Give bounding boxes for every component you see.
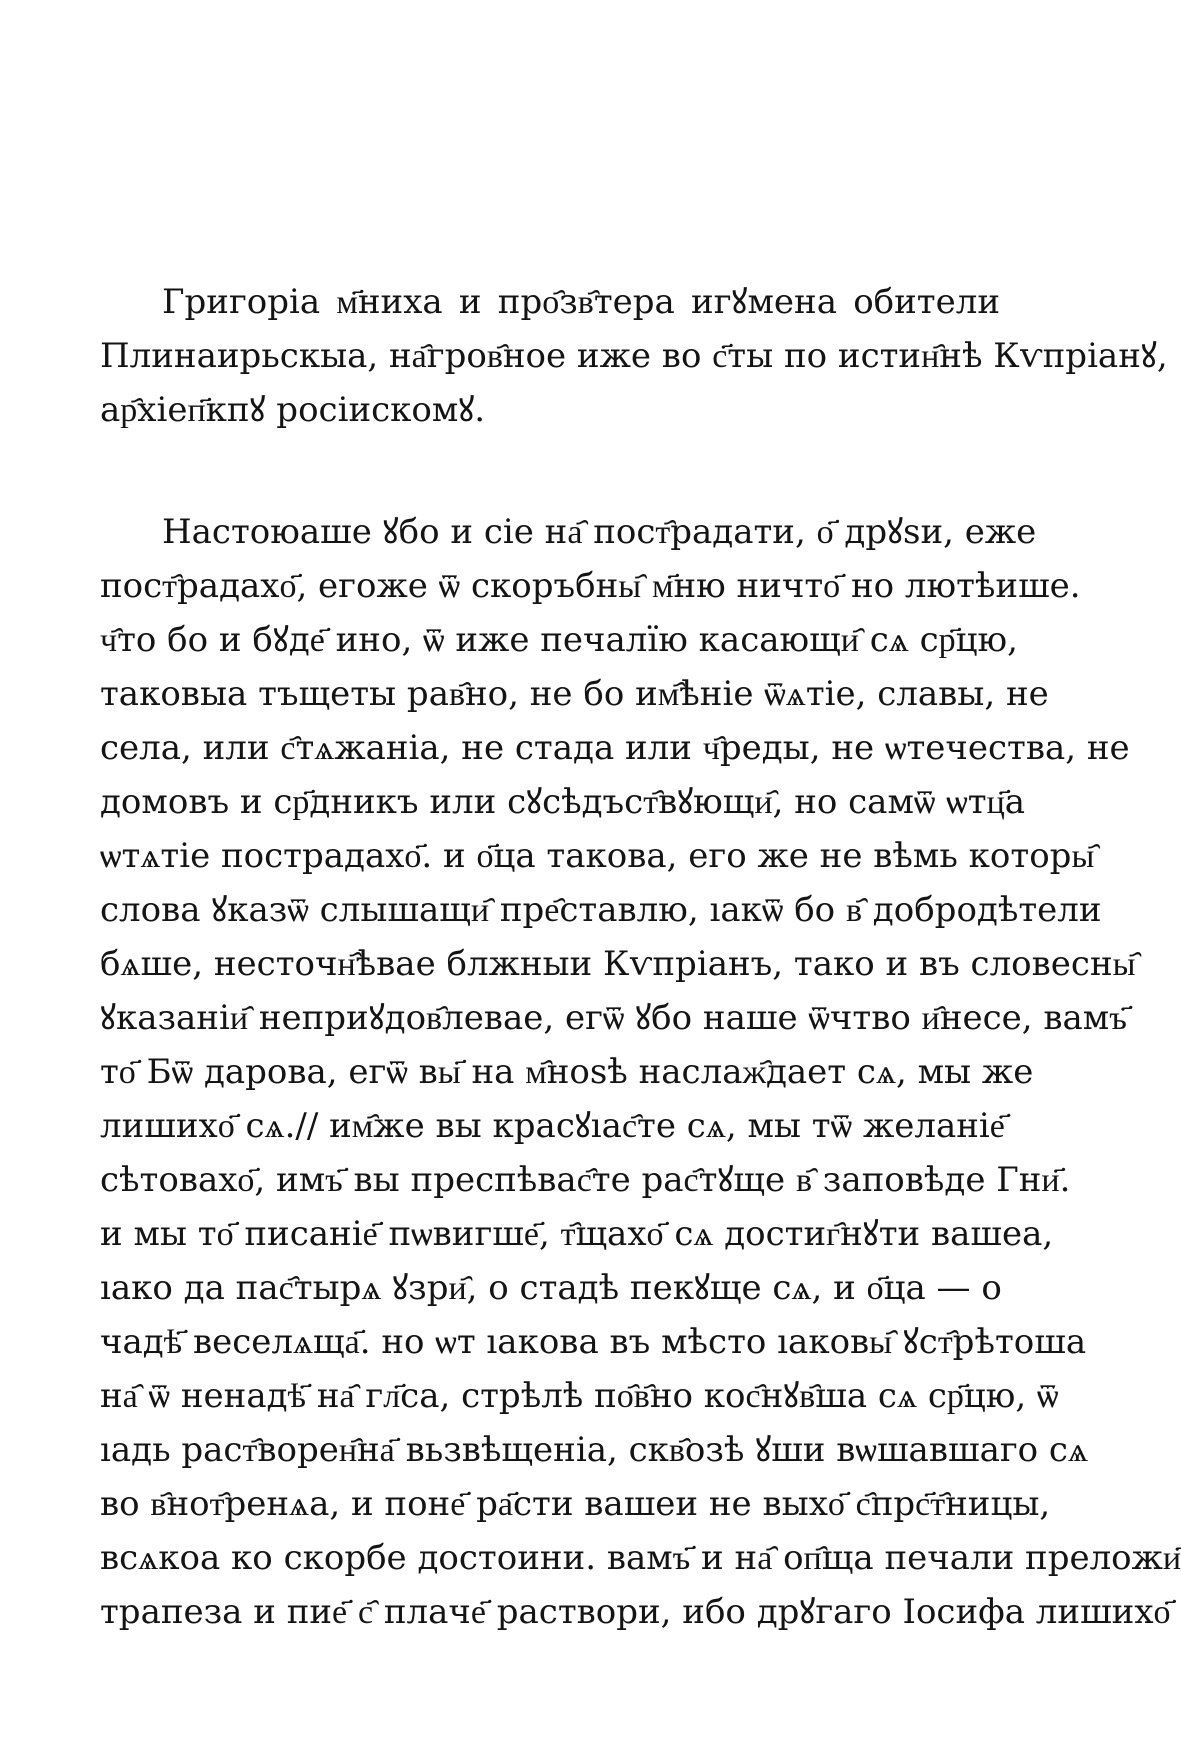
body-line: ч҄то бо и бꙋде҃ ино, ѿ иже печалїю касающи҄ сѧ ср҃цю, <box>100 620 1018 660</box>
body-line: Настоюаше ꙋбо и сіе на҄ пост҄радати, о҃ дрꙋѕи, еже <box>162 512 1037 552</box>
body-line: то҃ Бѿ дарова, егѿ вы҃ на м҄ноѕѣ наслаж҄дает сѧ, мы же <box>100 1052 1034 1092</box>
body-line: ıако да пас҄тырѧ ꙋзри҄, о стадѣ пекꙋще сѧ, и о҃ца — о <box>100 1268 1002 1308</box>
body-line: на҄ ѿ ненадѣ҃ на҄ гл҃са, стрѣлѣ по҄в҄но кос҄нꙋв҄ша сѧ ср҃цю, ѿ <box>100 1376 1059 1416</box>
body-line: домовъ и ср҃дникъ или сꙋсѣдъст҄вꙋющи҄, но самѿ ѡтц҃а <box>100 782 1026 822</box>
body-line: пост҄радахо҃, егоже ѿ скоръбны҄ м҃ню ничто҃ но лютѣише. <box>100 566 1081 606</box>
body-line: села, или с҄тѧжаніа, не стада или ч҄реды, не ѡтечества, не <box>100 728 1130 768</box>
heading-line: Плинаирьскыа, на҄гров҄ное иже во с҃ты по истин҄нѣ Кѵпріанꙋ, <box>100 336 1168 376</box>
body-line: чадѣ҃ веселѧща҃. но ѡт ıакова въ мѣсто ıаковы҄ ꙋст҄рѣтоша <box>100 1322 1087 1362</box>
body-line: во в҄нот҄ренѧа, и поне҃ ра҃сти вашеи не выхо҃ с҄прс҃т҄ницы, <box>100 1484 1051 1524</box>
body-line: ıадь раст҄ворен҄на҃ вьзвѣщеніа, скв҄озѣ ꙋши вѡшавшаго сѧ <box>100 1430 1089 1470</box>
heading-line: Григоріа м҃ниха и про҄зв҄тера игꙋмена обители <box>162 282 1000 322</box>
body-line: трапеза и пие҃ с҄ плаче҃ раствори, ибо дрꙋгаго Іосифа лишихо҃ <box>100 1592 1171 1632</box>
body-line: таковыа тъщеты рав҄но, не бо им҄ѣніе ѿѧтіе, славы, не <box>100 674 1049 714</box>
body-line: лишихо҃ сѧ.// им҄же вы красꙋıас҄те сѧ, мы тѿ желаніе҃ <box>100 1106 1005 1146</box>
body-line: ѡтѧтіе пострадахо҃. и о҃ца такова, его же не вѣмь которы҄ <box>100 836 1095 876</box>
body-line: ꙋказаніи҄ неприꙋдов҄левае, егѿ ꙋбо наше ѿчтво и҄несе, вамъ҃ <box>100 998 1127 1038</box>
body-line: и мы то҃ писаніе҃ пѡвигше҃, т҄щахо҃ сѧ достиг҄нꙋти вашеа, <box>100 1214 1054 1254</box>
heading-line: ар҄хіеп҃кпꙋ росіискомꙋ. <box>100 390 486 430</box>
body-line: бѧше, несточн҄ѣвае блжныи Кѵпріанъ, тако и въ словесны҄ <box>100 944 1136 984</box>
body-line: всѧкоа ко скорбе достоини. вамъ҃ и на҄ оп҄ща печали преложи҃ <box>100 1538 1181 1578</box>
body-line: слова ꙋказѿ слышащи҄ пре҄ставлю, ıакѿ бо в҄ добродѣтели <box>100 890 1102 930</box>
body-line: сѣтовахо҃, имъ҃ вы преспѣвас҄те рас҄тꙋще в҄ заповѣде Гни҃. <box>100 1160 1071 1200</box>
